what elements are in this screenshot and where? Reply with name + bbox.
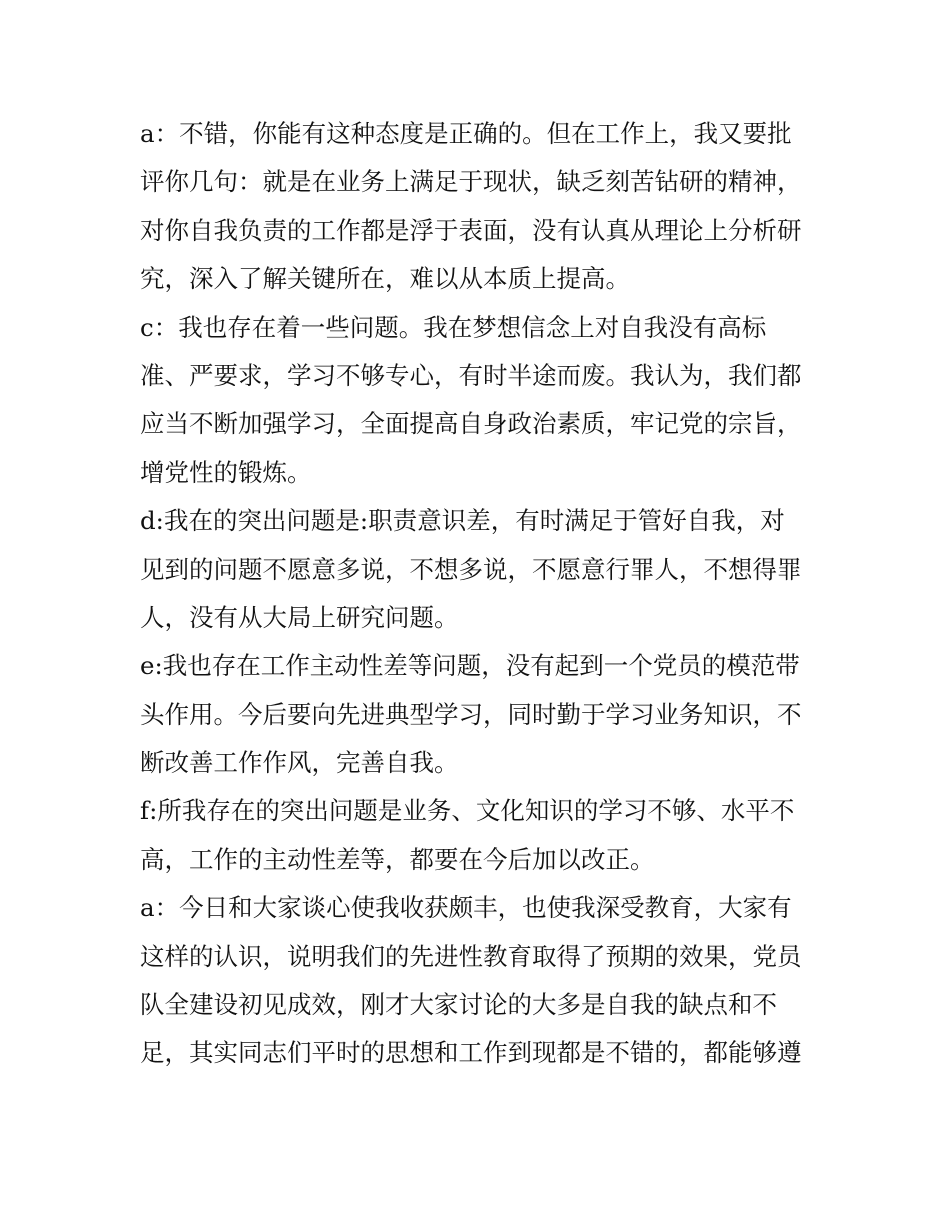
text-line: d:我在的突出问题是:职责意识差，有时满足于管好自我，对 — [140, 506, 785, 536]
text-line: f:所我存在的突出问题是业务、文化知识的学习不够、水平不 — [140, 796, 795, 826]
text-line: 这样的认识，说明我们的先进性教育取得了预期的效果，党员 — [140, 941, 802, 971]
text-line: 应当不断加强学习，全面提高自身政治素质，牢记党的宗旨， — [140, 409, 802, 439]
text-line: 准、严要求，学习不够专心，有时半途而废。我认为，我们都 — [140, 360, 802, 390]
text-line: 高，工作的主动性差等，都要在今后加以改正。 — [140, 844, 655, 874]
text-line: 队全建设初见成效，刚才大家讨论的大多是自我的缺点和不 — [140, 990, 777, 1020]
text-line: 见到的问题不愿意多说，不想多说，不愿意行罪人，不想得罪 — [140, 554, 802, 584]
text-line: 足，其实同志们平时的思想和工作到现都是不错的，都能够遵 — [140, 1038, 802, 1068]
text-line: 增党性的锻炼。 — [140, 457, 312, 487]
text-line: a：不错，你能有这种态度是正确的。但在工作上，我又要批 — [140, 119, 792, 148]
text-line: a：今日和大家谈心使我收获颇丰，也使我深受教育，大家有 — [140, 893, 792, 923]
text-line: 对你自我负责的工作都是浮于表面，没有认真从理论上分析研 — [140, 215, 802, 245]
text-line: 评你几句：就是在业务上满足于现状，缺乏刻苦钻研的精神， — [140, 167, 802, 197]
text-line: 头作用。今后要向先进典型学习，同时勤于学习业务知识，不 — [140, 699, 802, 729]
document-body — [140, 110, 816, 1078]
text-line: 究，深入了解关键所在，难以从本质上提高。 — [140, 264, 630, 294]
text-line: 人，没有从大局上研究问题。 — [140, 602, 459, 632]
text-line: c：我也存在着一些问题。我在梦想信念上对自我没有高标 — [140, 312, 767, 342]
text-line: 断改善工作作风，完善自我。 — [140, 748, 459, 778]
text-line: e:我也存在工作主动性差等问题，没有起到一个党员的模范带 — [140, 651, 800, 681]
